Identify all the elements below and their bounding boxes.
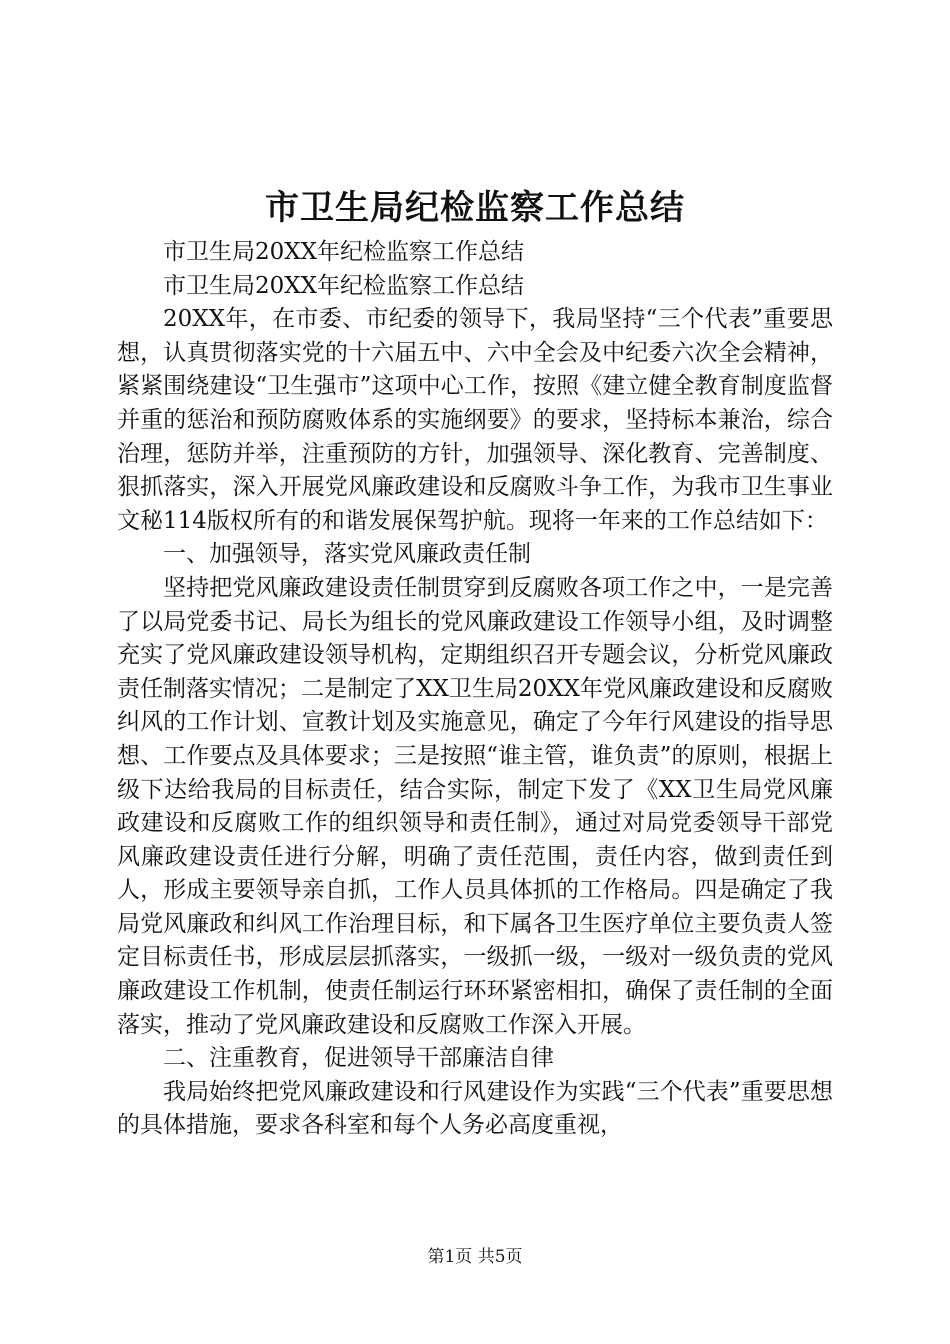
page-number: 第1页 共5页 <box>427 1247 523 1267</box>
intro-paragraph: 20XX年，在市委、市纪委的领导下，我局坚持“三个代表”重要思想，认真贯彻落实党的十六届五中、六中全会及中纪委六次全会精神，紧紧围绕建设“卫生强市”这项中心工作，按照《建立健全教育制度监督并重的惩治和预防腐败体系的实施纲要》的要求，坚持标本兼治，综合治理，惩防并举，注重预防的方针，加强领导、深化教育、完善制度、狠抓落实，深入开展党风廉政建设和反腐败斗争工作，为我市卫生事业文秘114版权所有的和谐发展保驾护航。现将一年来的工作总结如下： <box>117 306 833 534</box>
document-title: 市卫生局纪检监察工作总结 <box>265 188 685 228</box>
section-heading: 二、注重教育，促进领导干部廉洁自律 <box>163 1045 554 1072</box>
page-footer <box>0 1245 950 1269</box>
body-paragraph: 坚持把党风廉政建设责任制贯穿到反腐败各项工作之中，一是完善了以局党委书记、局长为组长的党风廉政建设工作领导小组，及时调整充实了党风廉政建设领导机构，定期组织召开专题会议，分析党风廉政责任制落实情况；二是制定了XX卫生局20XX年党风廉政建设和反腐败纠风的工作计划、宣教计划及实施意见，确定了今年行风建设的指导思想、工作要点及具体要求；三是按照“谁主管，谁负责”的原则，根据上级下达给我局的目标责任，结合实际，制定下发了《XX卫生局党风廉政建设和反腐败工作的组织领导和责任制》，通过对局党委领导干部党风廉政建设责任进行分解，明确了责任范围，责任内容，做到责任到人，形成主要领导亲自抓，工作人员具体抓的工作格局。四是确定了我局党风廉政和纠风工作治理目标，和下属各卫生医疗单位主要负责人签定目标责任书，形成层层抓落实，一级抓一级，一级对一级负责的党风廉政建设工作机制，使责任制运行环环紧密相扣，确保了责任制的全面落实，推动了党风廉政建设和反腐败工作深入开展。 <box>117 574 833 1038</box>
document-body <box>117 236 833 1143</box>
subtitle-line: 市卫生局20XX年纪检监察工作总结 <box>163 272 525 299</box>
body-paragraph: 我局始终把党风廉政建设和行风建设作为实践“三个代表”重要思想的具体措施，要求各科室和每个人务必高度重视， <box>117 1078 833 1139</box>
subtitle-line: 市卫生局20XX年纪检监察工作总结 <box>163 239 525 265</box>
section-heading: 一、加强领导，落实党风廉政责任制 <box>163 541 531 568</box>
